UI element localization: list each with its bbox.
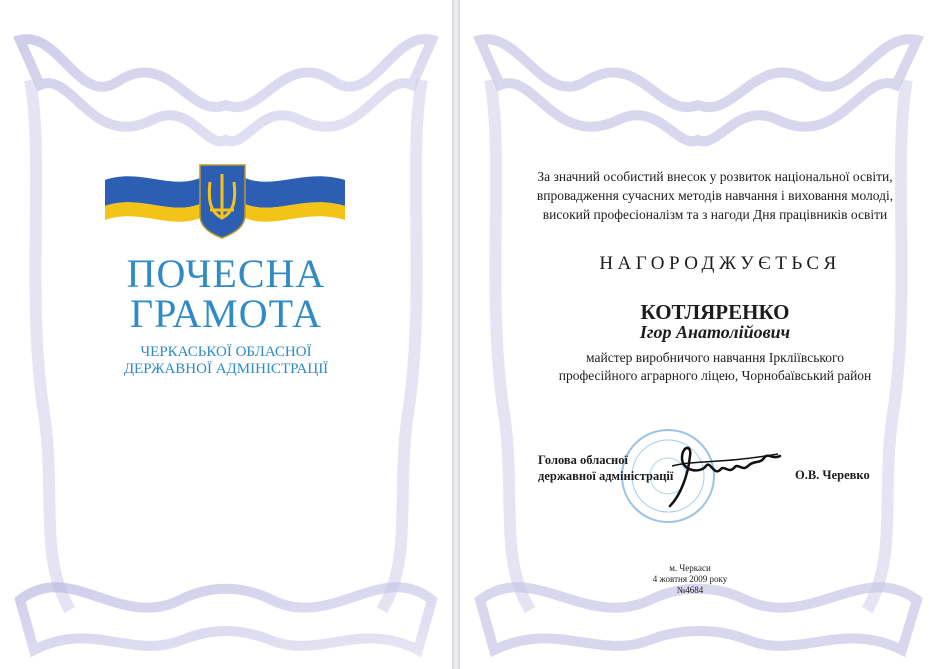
certificate-title-line-1: ПОЧЕСНА bbox=[126, 251, 326, 296]
position-line: професійного аграрного ліцею, Чорнобаївський район bbox=[558, 368, 872, 383]
position-line: майстер виробничого навчання Ірклiївського bbox=[586, 350, 844, 365]
signer-title-line: державної адміністрації bbox=[538, 469, 674, 483]
preamble-line: високий професіоналізм та з нагоди Дня працівників освіти bbox=[542, 207, 888, 222]
place-date-number bbox=[630, 563, 750, 596]
preamble-line: впровадження сучасних методів навчання і виховання молоді, bbox=[536, 188, 894, 203]
flag-trident-emblem bbox=[100, 160, 350, 240]
place: м. Черкаси bbox=[669, 563, 711, 573]
page-gutter bbox=[452, 0, 460, 669]
signature bbox=[660, 436, 790, 516]
signer-title bbox=[538, 452, 673, 484]
issuer-line-2: ДЕРЖАВНОЇ АДМІНІСТРАЦІЇ bbox=[123, 361, 329, 377]
date: 4 жовтня 2009 року bbox=[652, 574, 728, 584]
signer-title-line: Голова обласної bbox=[538, 453, 628, 467]
certificate-number: №4684 bbox=[676, 585, 704, 595]
recipient-given-name: Ігор Анатолійович bbox=[639, 322, 791, 342]
certificate-title-line-2: ГРАМОТА bbox=[130, 291, 322, 336]
recipient-surname: КОТЛЯРЕНКО bbox=[640, 300, 790, 324]
left-page bbox=[0, 0, 452, 669]
preamble-line: За значний особистий внесок у розвиток національної освіти, bbox=[537, 169, 893, 184]
award-preamble bbox=[505, 167, 925, 224]
award-word: НАГОРОДЖУЄТЬСЯ bbox=[599, 253, 841, 274]
signer-name: О.В. Черевко bbox=[795, 468, 870, 482]
issuer-line-1: ЧЕРКАСЬКОЇ ОБЛАСНОЇ bbox=[140, 344, 312, 360]
recipient-position bbox=[520, 349, 910, 385]
